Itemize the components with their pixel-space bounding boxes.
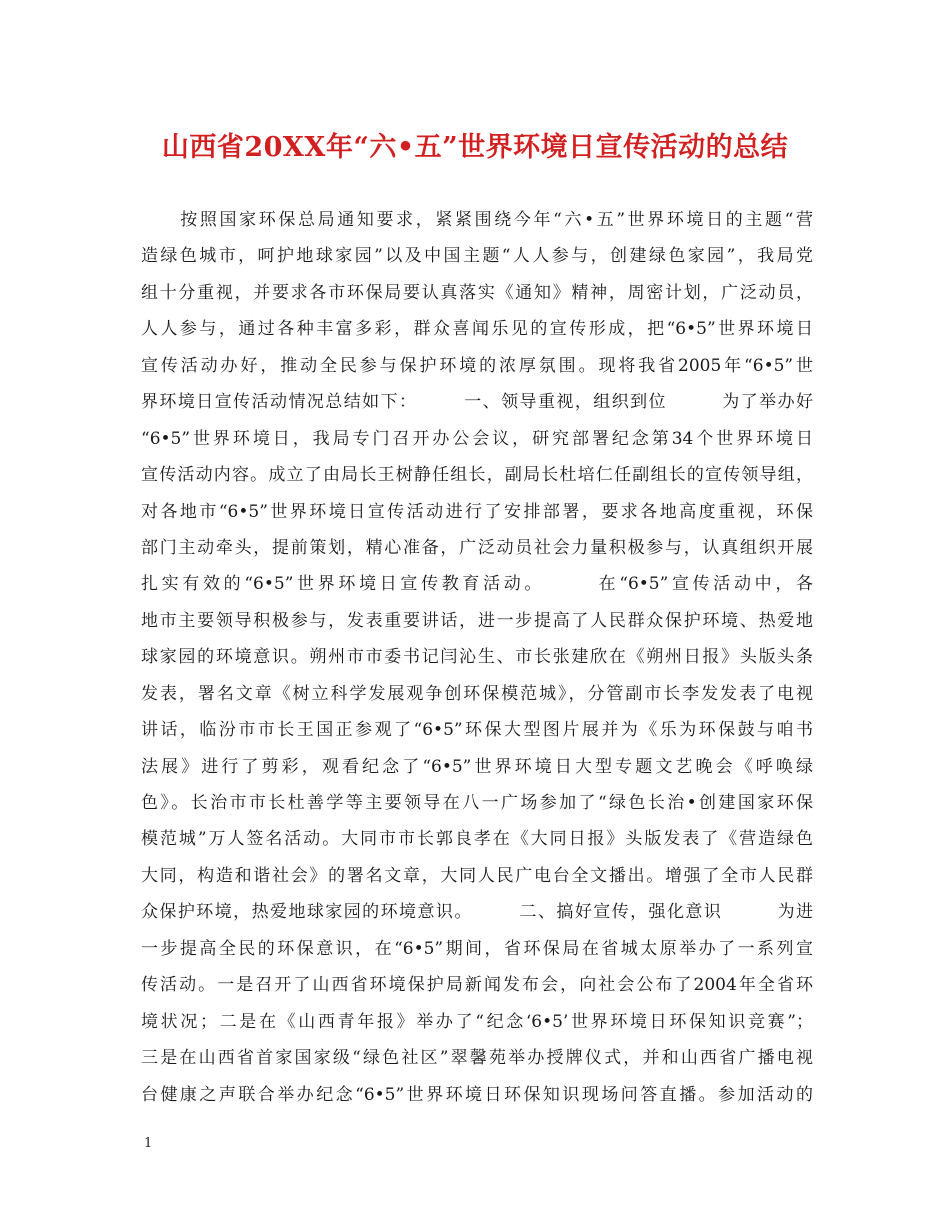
- body-line: 大同，构造和谐社会》的署名文章，大同人民广电台全文播出。增强了全市人民群: [141, 865, 813, 886]
- body-line: 众保护环境，热爱地球家园的环境意识。 二、搞好宣传，强化意识 为进: [141, 902, 813, 923]
- body-line: 对各地市“6•5”世界环境日宣传活动进行了安排部署，要求各地高度重视，环保: [141, 501, 813, 522]
- body-line: 三是在山西省首家国家级“绿色社区”翠馨苑举办授牌仪式，并和山西省广播电视: [141, 1048, 813, 1069]
- body-line: 境状况；二是在《山西青年报》举办了“纪念‘6•5’世界环境日环保知识竞赛”；: [141, 1011, 813, 1032]
- body-line: 按照国家环保总局通知要求，紧紧围绕今年“六•五”世界环境日的主题“营: [141, 210, 813, 230]
- body-line: 台健康之声联合举办纪念“6•5”世界环境日环保知识现场问答直播。参加活动的: [141, 1084, 813, 1105]
- body-line: 法展》进行了剪彩，观看纪念了“6•5”世界环境日大型专题文艺晚会《呼唤绿: [141, 756, 813, 777]
- body-line: “6•5”世界环境日，我局专门召开办公会议，研究部署纪念第34个世界环境日: [141, 428, 813, 449]
- body-line: 宣传活动办好，推动全民参与保护环境的浓厚氛围。现将我省2005年“6•5”世: [141, 355, 813, 376]
- body-line: 一步提高全民的环保意识，在“6•5”期间，省环保局在省城太原举办了一系列宣: [141, 938, 813, 959]
- body-line: 组十分重视，并要求各市环保局要认真落实《通知》精神，周密计划，广泛动员，: [141, 282, 813, 303]
- body-line: 讲话，临汾市市长王国正参观了“6•5”环保大型图片展并为《乐为环保鼓与咱书: [141, 720, 813, 741]
- body-line: 部门主动牵头，提前策划，精心准备，广泛动员社会力量积极参与，认真组织开展: [141, 537, 813, 558]
- body-line: 扎实有效的“6•5”世界环境日宣传教育活动。 在“6•5”宣传活动中，各: [141, 574, 813, 595]
- body-line: 模范城”万人签名活动。大同市市长郭良孝在《大同日报》头版发表了《营造绿色: [141, 829, 813, 850]
- body-line: 发表，署名文章《树立科学发展观争创环保模范城》，分管副市长李发发表了电视: [141, 683, 813, 704]
- body-line: 色》。长治市市长杜善学等主要领导在八一广场参加了“绿色长治•创建国家环保: [141, 793, 813, 813]
- document-title: 山西省20XX年“六•五”世界环境日宣传活动的总结: [161, 132, 789, 163]
- body-line: 地市主要领导积极参与，发表重要讲话，进一步提高了人民群众保护环境、热爱地: [141, 610, 813, 631]
- body-line: 传活动。一是召开了山西省环境保护局新闻发布会，向社会公布了2004年全省环: [141, 975, 813, 996]
- body-line: 宣传活动内容。成立了由局长王树静任组长，副局长杜培仁任副组长的宣传领导组，: [141, 465, 813, 486]
- body-line: 造绿色城市，呵护地球家园”以及中国主题“人人参与，创建绿色家园”，我局党: [141, 246, 813, 267]
- body-line: 球家园的环境意识。朔州市市委书记闫沁生、市长张建欣在《朔州日报》头版头条: [141, 647, 813, 668]
- page-number: 1: [144, 1136, 153, 1151]
- body-text: [141, 202, 813, 1113]
- body-line: 人人参与，通过各种丰富多彩，群众喜闻乐见的宣传形成，把“6•5”世界环境日: [141, 319, 813, 340]
- body-line: 界环境日宣传活动情况总结如下： 一、领导重视，组织到位 为了举办好: [141, 392, 813, 413]
